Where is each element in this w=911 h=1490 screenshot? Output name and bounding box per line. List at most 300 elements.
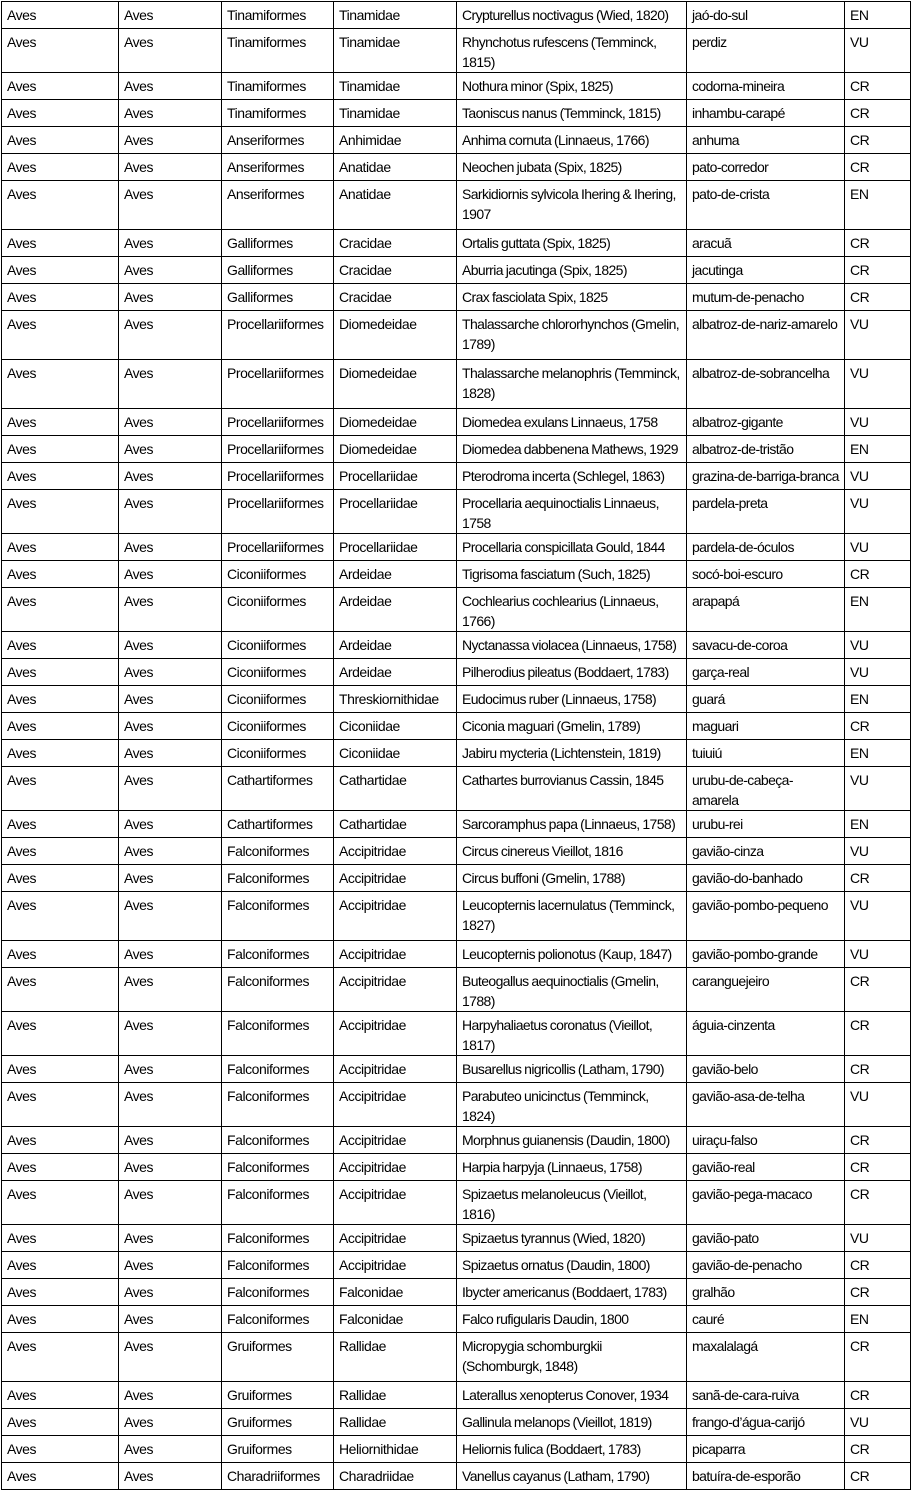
- table-row: [2, 941, 911, 968]
- common-name-cell: batuíra-de-esporão: [687, 1463, 845, 1490]
- class-group-cell: Aves: [119, 1382, 222, 1409]
- order-cell: Galliformes: [222, 257, 334, 284]
- table-row: [2, 838, 911, 865]
- order-cell: Falconiformes: [222, 1083, 334, 1127]
- status-cell: CR: [845, 1056, 911, 1083]
- status-cell: EN: [845, 811, 911, 838]
- common-name-cell: pardela-preta: [687, 490, 845, 534]
- order-cell: Galliformes: [222, 284, 334, 311]
- species-cell: Crax fasciolata Spix, 1825: [457, 284, 687, 311]
- family-cell: Ardeidae: [334, 659, 457, 686]
- family-cell: Charadriidae: [334, 1463, 457, 1490]
- class-group-cell: Aves: [119, 490, 222, 534]
- table-row: [2, 561, 911, 588]
- common-name-cell: frango-d’água-carijó: [687, 1409, 845, 1436]
- class-group-cell: Aves: [119, 311, 222, 360]
- species-cell: Crypturellus noctivagus (Wied, 1820): [457, 2, 687, 29]
- class-group-cell: Aves: [119, 892, 222, 941]
- common-name-cell: maguari: [687, 713, 845, 740]
- common-name-cell: gavião-real: [687, 1154, 845, 1181]
- family-cell: Accipitridae: [334, 838, 457, 865]
- status-cell: VU: [845, 360, 911, 409]
- class-cell: Aves: [2, 29, 119, 73]
- class-cell: Aves: [2, 534, 119, 561]
- status-cell: CR: [845, 561, 911, 588]
- class-cell: Aves: [2, 1154, 119, 1181]
- common-name-cell: savacu-de-coroa: [687, 632, 845, 659]
- species-cell: Ibycter americanus (Boddaert, 1783): [457, 1279, 687, 1306]
- order-cell: Falconiformes: [222, 1181, 334, 1225]
- order-cell: Tinamiformes: [222, 2, 334, 29]
- status-cell: CR: [845, 1279, 911, 1306]
- class-group-cell: Aves: [119, 686, 222, 713]
- order-cell: Gruiformes: [222, 1382, 334, 1409]
- table-row: [2, 632, 911, 659]
- status-cell: CR: [845, 1127, 911, 1154]
- common-name-cell: gavião-cinza: [687, 838, 845, 865]
- common-name-cell: inhambu-carapé: [687, 100, 845, 127]
- class-cell: Aves: [2, 1382, 119, 1409]
- common-name-cell: sanã-de-cara-ruiva: [687, 1382, 845, 1409]
- family-cell: Threskiornithidae: [334, 686, 457, 713]
- order-cell: Procellariiformes: [222, 360, 334, 409]
- order-cell: Falconiformes: [222, 1154, 334, 1181]
- class-group-cell: Aves: [119, 1154, 222, 1181]
- family-cell: Accipitridae: [334, 1181, 457, 1225]
- common-name-cell: gavião-pega-macaco: [687, 1181, 845, 1225]
- status-cell: CR: [845, 230, 911, 257]
- class-group-cell: Aves: [119, 1012, 222, 1056]
- class-cell: Aves: [2, 490, 119, 534]
- class-cell: Aves: [2, 659, 119, 686]
- order-cell: Gruiformes: [222, 1436, 334, 1463]
- class-cell: Aves: [2, 1409, 119, 1436]
- common-name-cell: mutum-de-penacho: [687, 284, 845, 311]
- class-group-cell: Aves: [119, 73, 222, 100]
- order-cell: Tinamiformes: [222, 100, 334, 127]
- common-name-cell: albatroz-de-tristão: [687, 436, 845, 463]
- family-cell: Ciconiidae: [334, 713, 457, 740]
- table-row: [2, 463, 911, 490]
- species-table: [1, 1, 911, 1490]
- status-cell: CR: [845, 1012, 911, 1056]
- class-cell: Aves: [2, 73, 119, 100]
- common-name-cell: gavião-pombo-grande: [687, 941, 845, 968]
- family-cell: Accipitridae: [334, 1012, 457, 1056]
- status-cell: VU: [845, 892, 911, 941]
- common-name-cell: caranguejeiro: [687, 968, 845, 1012]
- class-cell: Aves: [2, 360, 119, 409]
- common-name-cell: gavião-de-penacho: [687, 1252, 845, 1279]
- status-cell: CR: [845, 1252, 911, 1279]
- status-cell: EN: [845, 686, 911, 713]
- species-cell: Parabuteo unicinctus (Temminck, 1824): [457, 1083, 687, 1127]
- common-name-cell: gavião-asa-de-telha: [687, 1083, 845, 1127]
- table-row: [2, 230, 911, 257]
- species-cell: Circus cinereus Vieillot, 1816: [457, 838, 687, 865]
- class-cell: Aves: [2, 1225, 119, 1252]
- species-cell: Harpyhaliaetus coronatus (Vieillot, 1817): [457, 1012, 687, 1056]
- species-cell: Taoniscus nanus (Temminck, 1815): [457, 100, 687, 127]
- class-group-cell: Aves: [119, 968, 222, 1012]
- family-cell: Rallidae: [334, 1382, 457, 1409]
- species-cell: Nyctanassa violacea (Linnaeus, 1758): [457, 632, 687, 659]
- species-cell: Busarellus nigricollis (Latham, 1790): [457, 1056, 687, 1083]
- class-cell: Aves: [2, 1127, 119, 1154]
- status-cell: CR: [845, 127, 911, 154]
- species-cell: Heliornis fulica (Boddaert, 1783): [457, 1436, 687, 1463]
- class-group-cell: Aves: [119, 811, 222, 838]
- class-group-cell: Aves: [119, 409, 222, 436]
- species-cell: Nothura minor (Spix, 1825): [457, 73, 687, 100]
- status-cell: VU: [845, 659, 911, 686]
- table-row: [2, 968, 911, 1012]
- common-name-cell: picaparra: [687, 1436, 845, 1463]
- class-group-cell: Aves: [119, 1333, 222, 1382]
- family-cell: Procellariidae: [334, 463, 457, 490]
- status-cell: CR: [845, 73, 911, 100]
- common-name-cell: grazina-de-barriga-branca: [687, 463, 845, 490]
- family-cell: Cracidae: [334, 284, 457, 311]
- table-row: [2, 436, 911, 463]
- class-cell: Aves: [2, 1012, 119, 1056]
- species-cell: Procellaria aequinoctialis Linnaeus, 1758: [457, 490, 687, 534]
- family-cell: Diomedeidae: [334, 311, 457, 360]
- class-cell: Aves: [2, 311, 119, 360]
- family-cell: Accipitridae: [334, 1056, 457, 1083]
- species-cell: Circus buffoni (Gmelin, 1788): [457, 865, 687, 892]
- class-group-cell: Aves: [119, 154, 222, 181]
- species-cell: Thalassarche melanophris (Temminck, 1828): [457, 360, 687, 409]
- family-cell: Accipitridae: [334, 1252, 457, 1279]
- table-row: [2, 1181, 911, 1225]
- status-cell: CR: [845, 1154, 911, 1181]
- common-name-cell: uiraçu-falso: [687, 1127, 845, 1154]
- common-name-cell: tuiuiú: [687, 740, 845, 767]
- table-row: [2, 257, 911, 284]
- class-cell: Aves: [2, 1252, 119, 1279]
- class-cell: Aves: [2, 892, 119, 941]
- order-cell: Falconiformes: [222, 1056, 334, 1083]
- order-cell: Procellariiformes: [222, 463, 334, 490]
- class-group-cell: Aves: [119, 1225, 222, 1252]
- species-cell: Cathartes burrovianus Cassin, 1845: [457, 767, 687, 811]
- order-cell: Ciconiiformes: [222, 686, 334, 713]
- table-row: [2, 1154, 911, 1181]
- status-cell: VU: [845, 409, 911, 436]
- common-name-cell: pato-de-crista: [687, 181, 845, 230]
- table-row: [2, 1409, 911, 1436]
- common-name-cell: garça-real: [687, 659, 845, 686]
- order-cell: Tinamiformes: [222, 29, 334, 73]
- status-cell: EN: [845, 588, 911, 632]
- class-cell: Aves: [2, 561, 119, 588]
- status-cell: VU: [845, 463, 911, 490]
- table-row: [2, 534, 911, 561]
- class-group-cell: Aves: [119, 865, 222, 892]
- status-cell: CR: [845, 713, 911, 740]
- status-cell: EN: [845, 436, 911, 463]
- table-row: [2, 1012, 911, 1056]
- class-cell: Aves: [2, 686, 119, 713]
- class-cell: Aves: [2, 968, 119, 1012]
- class-cell: Aves: [2, 154, 119, 181]
- class-cell: Aves: [2, 1279, 119, 1306]
- species-cell: Diomedea dabbenena Mathews, 1929: [457, 436, 687, 463]
- class-group-cell: Aves: [119, 1083, 222, 1127]
- common-name-cell: urubu-de-cabeça-amarela: [687, 767, 845, 811]
- class-group-cell: Aves: [119, 2, 222, 29]
- class-cell: Aves: [2, 1306, 119, 1333]
- class-cell: Aves: [2, 1056, 119, 1083]
- family-cell: Ardeidae: [334, 632, 457, 659]
- class-group-cell: Aves: [119, 1306, 222, 1333]
- status-cell: CR: [845, 154, 911, 181]
- family-cell: Ciconiidae: [334, 740, 457, 767]
- family-cell: Tinamidae: [334, 2, 457, 29]
- table-row: [2, 767, 911, 811]
- family-cell: Cracidae: [334, 257, 457, 284]
- common-name-cell: cauré: [687, 1306, 845, 1333]
- class-cell: Aves: [2, 1463, 119, 1490]
- table-row: [2, 811, 911, 838]
- common-name-cell: jaó-do-sul: [687, 2, 845, 29]
- class-group-cell: Aves: [119, 1127, 222, 1154]
- class-group-cell: Aves: [119, 1409, 222, 1436]
- family-cell: Accipitridae: [334, 968, 457, 1012]
- species-cell: Neochen jubata (Spix, 1825): [457, 154, 687, 181]
- status-cell: VU: [845, 767, 911, 811]
- table-row: [2, 311, 911, 360]
- status-cell: VU: [845, 838, 911, 865]
- status-cell: CR: [845, 257, 911, 284]
- class-group-cell: Aves: [119, 1181, 222, 1225]
- class-group-cell: Aves: [119, 740, 222, 767]
- order-cell: Falconiformes: [222, 892, 334, 941]
- status-cell: CR: [845, 1436, 911, 1463]
- order-cell: Procellariiformes: [222, 409, 334, 436]
- species-cell: Jabiru mycteria (Lichtenstein, 1819): [457, 740, 687, 767]
- class-group-cell: Aves: [119, 767, 222, 811]
- order-cell: Anseriformes: [222, 127, 334, 154]
- class-cell: Aves: [2, 1436, 119, 1463]
- family-cell: Anhimidae: [334, 127, 457, 154]
- table-row: [2, 409, 911, 436]
- family-cell: Ardeidae: [334, 561, 457, 588]
- order-cell: Tinamiformes: [222, 73, 334, 100]
- status-cell: CR: [845, 865, 911, 892]
- common-name-cell: gralhão: [687, 1279, 845, 1306]
- table-row: [2, 360, 911, 409]
- common-name-cell: pato-corredor: [687, 154, 845, 181]
- status-cell: VU: [845, 1083, 911, 1127]
- table-row: [2, 1056, 911, 1083]
- class-group-cell: Aves: [119, 360, 222, 409]
- family-cell: Rallidae: [334, 1333, 457, 1382]
- table-row: [2, 1306, 911, 1333]
- species-cell: Leucopternis lacernulatus (Temminck, 1827): [457, 892, 687, 941]
- common-name-cell: gavião-do-banhado: [687, 865, 845, 892]
- family-cell: Tinamidae: [334, 100, 457, 127]
- common-name-cell: gavião-belo: [687, 1056, 845, 1083]
- class-group-cell: Aves: [119, 284, 222, 311]
- species-cell: Cochlearius cochlearius (Linnaeus, 1766): [457, 588, 687, 632]
- class-cell: Aves: [2, 2, 119, 29]
- family-cell: Accipitridae: [334, 892, 457, 941]
- order-cell: Falconiformes: [222, 1306, 334, 1333]
- common-name-cell: aracuã: [687, 230, 845, 257]
- table-row: [2, 892, 911, 941]
- common-name-cell: gavião-pato: [687, 1225, 845, 1252]
- table-row: [2, 1083, 911, 1127]
- class-cell: Aves: [2, 409, 119, 436]
- species-cell: Gallinula melanops (Vieillot, 1819): [457, 1409, 687, 1436]
- family-cell: Anatidae: [334, 154, 457, 181]
- species-cell: Rhynchotus rufescens (Temminck, 1815): [457, 29, 687, 73]
- species-cell: Sarcoramphus papa (Linnaeus, 1758): [457, 811, 687, 838]
- table-row: [2, 1333, 911, 1382]
- species-cell: Falco rufigularis Daudin, 1800: [457, 1306, 687, 1333]
- species-cell: Vanellus cayanus (Latham, 1790): [457, 1463, 687, 1490]
- common-name-cell: albatroz-de-sobrancelha: [687, 360, 845, 409]
- table-body: [2, 2, 911, 1490]
- species-cell: Pterodroma incerta (Schlegel, 1863): [457, 463, 687, 490]
- class-cell: Aves: [2, 100, 119, 127]
- status-cell: VU: [845, 632, 911, 659]
- order-cell: Falconiformes: [222, 1252, 334, 1279]
- family-cell: Tinamidae: [334, 29, 457, 73]
- order-cell: Cathartiformes: [222, 767, 334, 811]
- species-cell: Anhima cornuta (Linnaeus, 1766): [457, 127, 687, 154]
- family-cell: Diomedeidae: [334, 409, 457, 436]
- order-cell: Ciconiiformes: [222, 588, 334, 632]
- status-cell: VU: [845, 534, 911, 561]
- table-row: [2, 1279, 911, 1306]
- family-cell: Falconidae: [334, 1279, 457, 1306]
- class-cell: Aves: [2, 767, 119, 811]
- family-cell: Cathartidae: [334, 811, 457, 838]
- common-name-cell: gavião-pombo-pequeno: [687, 892, 845, 941]
- status-cell: CR: [845, 968, 911, 1012]
- common-name-cell: codorna-mineira: [687, 73, 845, 100]
- table-row: [2, 740, 911, 767]
- order-cell: Procellariiformes: [222, 534, 334, 561]
- family-cell: Accipitridae: [334, 1225, 457, 1252]
- class-cell: Aves: [2, 1083, 119, 1127]
- class-cell: Aves: [2, 436, 119, 463]
- family-cell: Tinamidae: [334, 73, 457, 100]
- species-cell: Eudocimus ruber (Linnaeus, 1758): [457, 686, 687, 713]
- class-group-cell: Aves: [119, 257, 222, 284]
- species-cell: Aburria jacutinga (Spix, 1825): [457, 257, 687, 284]
- family-cell: Accipitridae: [334, 1154, 457, 1181]
- class-cell: Aves: [2, 1333, 119, 1382]
- class-group-cell: Aves: [119, 100, 222, 127]
- family-cell: Accipitridae: [334, 1083, 457, 1127]
- common-name-cell: socó-boi-escuro: [687, 561, 845, 588]
- table-row: [2, 865, 911, 892]
- status-cell: CR: [845, 1382, 911, 1409]
- table-row: [2, 2, 911, 29]
- class-cell: Aves: [2, 632, 119, 659]
- common-name-cell: águia-cinzenta: [687, 1012, 845, 1056]
- common-name-cell: albatroz-de-nariz-amarelo: [687, 311, 845, 360]
- order-cell: Anseriformes: [222, 154, 334, 181]
- table-row: [2, 713, 911, 740]
- class-group-cell: Aves: [119, 941, 222, 968]
- class-group-cell: Aves: [119, 1463, 222, 1490]
- status-cell: EN: [845, 1306, 911, 1333]
- status-cell: CR: [845, 1333, 911, 1382]
- class-cell: Aves: [2, 257, 119, 284]
- order-cell: Ciconiiformes: [222, 632, 334, 659]
- status-cell: EN: [845, 181, 911, 230]
- class-cell: Aves: [2, 588, 119, 632]
- class-group-cell: Aves: [119, 1056, 222, 1083]
- species-cell: Laterallus xenopterus Conover, 1934: [457, 1382, 687, 1409]
- species-cell: Procellaria conspicillata Gould, 1844: [457, 534, 687, 561]
- order-cell: Procellariiformes: [222, 490, 334, 534]
- species-cell: Morphnus guianensis (Daudin, 1800): [457, 1127, 687, 1154]
- common-name-cell: urubu-rei: [687, 811, 845, 838]
- family-cell: Rallidae: [334, 1409, 457, 1436]
- family-cell: Falconidae: [334, 1306, 457, 1333]
- table-row: [2, 284, 911, 311]
- table-row: [2, 100, 911, 127]
- order-cell: Gruiformes: [222, 1409, 334, 1436]
- status-cell: CR: [845, 100, 911, 127]
- class-cell: Aves: [2, 838, 119, 865]
- class-group-cell: Aves: [119, 181, 222, 230]
- class-cell: Aves: [2, 127, 119, 154]
- table-row: [2, 73, 911, 100]
- class-cell: Aves: [2, 463, 119, 490]
- status-cell: VU: [845, 29, 911, 73]
- status-cell: CR: [845, 1463, 911, 1490]
- family-cell: Heliornithidae: [334, 1436, 457, 1463]
- class-cell: Aves: [2, 941, 119, 968]
- class-cell: Aves: [2, 811, 119, 838]
- family-cell: Diomedeidae: [334, 436, 457, 463]
- order-cell: Falconiformes: [222, 968, 334, 1012]
- class-group-cell: Aves: [119, 29, 222, 73]
- status-cell: VU: [845, 490, 911, 534]
- species-cell: Diomedea exulans Linnaeus, 1758: [457, 409, 687, 436]
- order-cell: Ciconiiformes: [222, 740, 334, 767]
- table-row: [2, 686, 911, 713]
- class-group-cell: Aves: [119, 534, 222, 561]
- order-cell: Falconiformes: [222, 941, 334, 968]
- table-row: [2, 154, 911, 181]
- class-group-cell: Aves: [119, 1436, 222, 1463]
- common-name-cell: albatroz-gigante: [687, 409, 845, 436]
- table-row: [2, 1127, 911, 1154]
- status-cell: EN: [845, 2, 911, 29]
- class-group-cell: Aves: [119, 588, 222, 632]
- class-group-cell: Aves: [119, 713, 222, 740]
- family-cell: Procellariidae: [334, 490, 457, 534]
- table-row: [2, 1225, 911, 1252]
- family-cell: Accipitridae: [334, 941, 457, 968]
- species-cell: Micropygia schomburgkii (Schomburgk, 1848): [457, 1333, 687, 1382]
- order-cell: Anseriformes: [222, 181, 334, 230]
- common-name-cell: anhuma: [687, 127, 845, 154]
- species-cell: Ciconia maguari (Gmelin, 1789): [457, 713, 687, 740]
- family-cell: Cathartidae: [334, 767, 457, 811]
- class-group-cell: Aves: [119, 1279, 222, 1306]
- common-name-cell: perdiz: [687, 29, 845, 73]
- family-cell: Anatidae: [334, 181, 457, 230]
